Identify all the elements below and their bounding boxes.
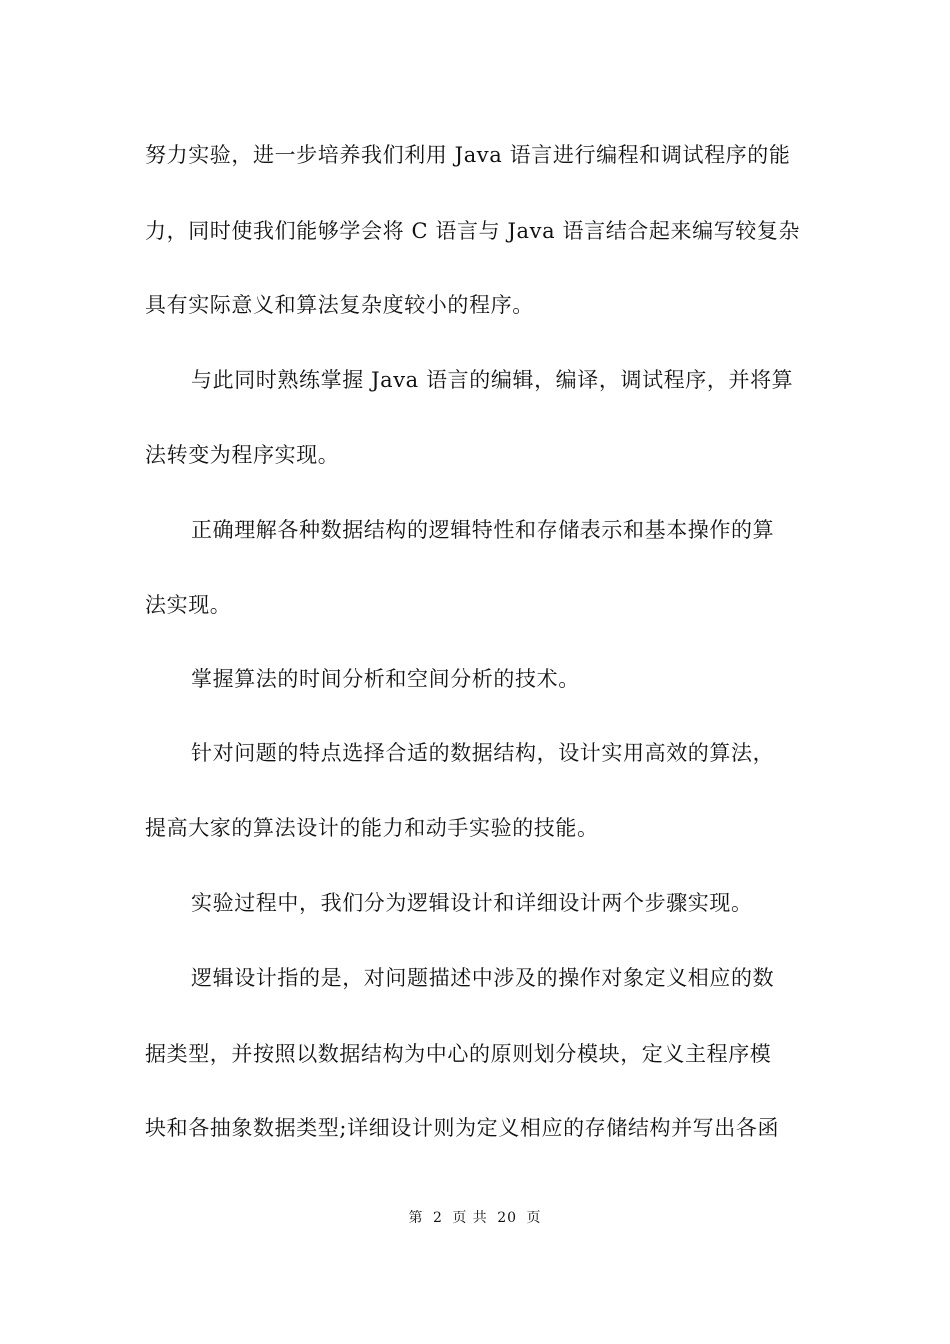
text-line-13: 据类型，并按照以数据结构为中心的原则划分模块，定义主程序模 (145, 1042, 772, 1066)
text-line-11: 实验过程中，我们分为逻辑设计和详细设计两个步骤实现。 (191, 891, 753, 915)
page-footer (0, 1208, 950, 1228)
text-line-6: 正确理解各种数据结构的逻辑特性和存储表示和基本操作的算 (191, 518, 775, 542)
text-line-8: 掌握算法的时间分析和空间分析的技术。 (191, 667, 580, 691)
footer-current-page: 2 (432, 1210, 443, 1226)
text-line-1: 努力实验，进一步培养我们利用 Java 语言进行编程和调试程序的能 (145, 143, 791, 167)
text-line-4: 与此同时熟练掌握 Java 语言的编辑，编译，调试程序，并将算 (191, 368, 794, 392)
footer-suffix: 页 (526, 1210, 542, 1226)
footer-prefix: 第 (408, 1210, 424, 1226)
footer-middle: 页 共 (452, 1210, 488, 1226)
text-line-9: 针对问题的特点选择合适的数据结构，设计实用高效的算法， (191, 741, 775, 765)
text-line-7: 法实现。 (145, 593, 232, 617)
text-line-5: 法转变为程序实现。 (145, 443, 340, 467)
text-line-12: 逻辑设计指的是，对问题描述中涉及的操作对象定义相应的数 (191, 966, 775, 990)
text-line-10: 提高大家的算法设计的能力和动手实验的技能。 (145, 816, 599, 840)
text-line-14: 块和各抽象数据类型;详细设计则为定义相应的存储结构并写出各函 (145, 1116, 780, 1140)
footer-total-pages: 20 (497, 1210, 518, 1226)
text-line-3: 具有实际意义和算法复杂度较小的程序。 (145, 293, 534, 317)
text-line-2: 力，同时使我们能够学会将 C 语言与 Java 语言结合起来编写较复杂 (145, 219, 801, 243)
